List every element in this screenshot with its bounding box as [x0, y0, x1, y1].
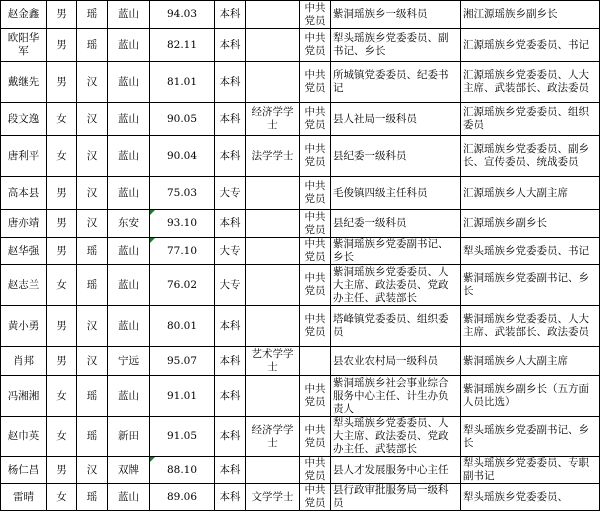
cell-hometown: 宁远 — [108, 347, 150, 376]
cell-proposed-post: 湘江源瑶族乡副乡长 — [461, 1, 600, 29]
cell-ethnicity: 瑶 — [77, 265, 108, 306]
cell-current-post: 紫洞瑶族乡党委委员、人大主席、政法委员、党政办主任、武装部长 — [331, 265, 461, 306]
cell-proposed-post: 紫洞瑶族乡人大副主席 — [461, 347, 600, 376]
table-row — [1, 29, 600, 62]
table-row — [1, 484, 600, 511]
cell-score: 91.05 — [150, 417, 215, 457]
table-row — [1, 417, 600, 457]
cell-name: 赵华强 — [1, 238, 47, 265]
cell-party-status: 中共党员 — [300, 376, 331, 417]
cell-current-post: 紫洞瑶族乡党委副书记、乡长 — [331, 238, 461, 265]
cell-gender: 男 — [47, 306, 77, 347]
table-row — [1, 347, 600, 376]
cell-degree — [246, 306, 300, 347]
cell-score: 77.10 — [150, 238, 215, 265]
cell-current-post: 毛俊镇四级主任科员 — [331, 177, 461, 210]
table-row — [1, 103, 600, 136]
cell-gender: 女 — [47, 417, 77, 457]
cell-score: 75.03 — [150, 177, 215, 210]
cell-education: 本科 — [215, 62, 246, 103]
table-row — [1, 238, 600, 265]
cell-ethnicity: 瑶 — [77, 376, 108, 417]
cell-current-post: 县纪委一级科员 — [331, 136, 461, 177]
cell-degree — [246, 238, 300, 265]
cell-education: 本科 — [215, 347, 246, 376]
table-row — [1, 306, 600, 347]
cell-gender: 女 — [47, 484, 77, 511]
cell-gender: 男 — [47, 210, 77, 238]
cell-name: 黄小勇 — [1, 306, 47, 347]
cell-education: 本科 — [215, 484, 246, 511]
cell-education: 本科 — [215, 210, 246, 238]
cell-ethnicity: 瑶 — [77, 29, 108, 62]
cell-education: 大专 — [215, 238, 246, 265]
cell-hometown: 东安 — [108, 210, 150, 238]
cell-name: 欧阳华军 — [1, 29, 47, 62]
cell-gender: 男 — [47, 29, 77, 62]
cell-hometown: 蓝山 — [108, 376, 150, 417]
cell-name: 段文逸 — [1, 103, 47, 136]
cell-score: 93.10 — [150, 210, 215, 238]
cell-ethnicity: 汉 — [77, 177, 108, 210]
cell-ethnicity: 汉 — [77, 457, 108, 484]
cell-score: 95.07 — [150, 347, 215, 376]
cell-name: 赵金鑫 — [1, 1, 47, 29]
cell-score: 88.10 — [150, 457, 215, 484]
cell-degree: 文学学士 — [246, 484, 300, 511]
cell-education: 本科 — [215, 376, 246, 417]
cell-education: 本科 — [215, 457, 246, 484]
cell-name: 冯湘湘 — [1, 376, 47, 417]
cell-score: 80.01 — [150, 306, 215, 347]
cell-proposed-post: 汇源瑶族乡党委委员、书记 — [461, 29, 600, 62]
cell-party-status: 中共党员 — [300, 265, 331, 306]
cell-party-status: 中共党员 — [300, 177, 331, 210]
cell-name: 唐利平 — [1, 136, 47, 177]
cell-hometown: 蓝山 — [108, 306, 150, 347]
cell-degree — [246, 1, 300, 29]
cell-current-post: 所城镇党委委员、纪委书记 — [331, 62, 461, 103]
cell-score: 90.04 — [150, 136, 215, 177]
cell-party-status: 中共党员 — [300, 210, 331, 238]
cell-ethnicity: 汉 — [77, 306, 108, 347]
cell-proposed-post: 犁头瑶族乡党委委员、 — [461, 484, 600, 511]
cell-name: 戴继先 — [1, 62, 47, 103]
cell-name: 杨仁昌 — [1, 457, 47, 484]
cell-degree — [246, 376, 300, 417]
cell-party-status: 中共党员 — [300, 457, 331, 484]
cell-current-post: 县人才发展服务中心主任 — [331, 457, 461, 484]
cell-current-post: 紫洞瑶族乡一级科员 — [331, 1, 461, 29]
cell-hometown: 蓝山 — [108, 1, 150, 29]
cell-degree — [246, 62, 300, 103]
cell-score: 94.03 — [150, 1, 215, 29]
table-row — [1, 62, 600, 103]
cell-party-status: 中共党员 — [300, 306, 331, 347]
table-row — [1, 136, 600, 177]
cell-gender: 男 — [47, 457, 77, 484]
cell-proposed-post: 汇源瑶族乡党委委员、副乡长、宣传委员、统战委员 — [461, 136, 600, 177]
cell-hometown: 蓝山 — [108, 177, 150, 210]
cell-party-status: 中共党员 — [300, 1, 331, 29]
cell-party-status: 中共党员 — [300, 136, 331, 177]
cell-score: 82.11 — [150, 29, 215, 62]
table-row — [1, 376, 600, 417]
cell-degree: 经济学学士 — [246, 417, 300, 457]
cell-education: 本科 — [215, 417, 246, 457]
cell-party-status: 中共党员 — [300, 417, 331, 457]
cell-name: 雷晴 — [1, 484, 47, 511]
cell-name: 赵巾英 — [1, 417, 47, 457]
table-row — [1, 265, 600, 306]
cell-proposed-post: 犁头瑶族乡党委副书记、乡长 — [461, 417, 600, 457]
cell-ethnicity: 汉 — [77, 347, 108, 376]
cell-hometown: 新田 — [108, 417, 150, 457]
cell-hometown: 蓝山 — [108, 103, 150, 136]
cell-gender: 男 — [47, 347, 77, 376]
cell-current-post: 县行政审批服务局一级科员 — [331, 484, 461, 511]
cell-ethnicity: 瑶 — [77, 238, 108, 265]
cell-ethnicity: 瑶 — [77, 1, 108, 29]
cell-score: 91.01 — [150, 376, 215, 417]
cell-current-post: 塔峰镇党委委员、组织委员 — [331, 306, 461, 347]
cell-proposed-post: 汇源瑶族乡党委委员、组织委员 — [461, 103, 600, 136]
cell-score: 76.02 — [150, 265, 215, 306]
cell-hometown: 蓝山 — [108, 29, 150, 62]
cell-party-status: 中共党员 — [300, 484, 331, 511]
table-row — [1, 210, 600, 238]
cell-ethnicity: 汉 — [77, 103, 108, 136]
cell-name: 赵志兰 — [1, 265, 47, 306]
cell-gender: 女 — [47, 376, 77, 417]
table-row — [1, 457, 600, 484]
cell-current-post: 县纪委一级科员 — [331, 210, 461, 238]
cell-name: 唐亦靖 — [1, 210, 47, 238]
cell-proposed-post: 紫洞瑶族乡副乡长（五方面人员比选） — [461, 376, 600, 417]
cell-degree: 法学学士 — [246, 136, 300, 177]
cell-gender: 女 — [47, 265, 77, 306]
cell-hometown: 双牌 — [108, 457, 150, 484]
cell-proposed-post: 汇源瑶族乡党委委员、人大主席、武装部长、政法委员 — [461, 62, 600, 103]
cell-gender: 女 — [47, 136, 77, 177]
cell-party-status — [300, 347, 331, 376]
cell-degree — [246, 177, 300, 210]
cell-gender: 男 — [47, 177, 77, 210]
cell-current-post: 犁头瑶族乡党委委员、人大主席、政法委员、党政办主任、武装部长 — [331, 417, 461, 457]
cell-current-post: 县农业农村局一级科员 — [331, 347, 461, 376]
cell-ethnicity: 瑶 — [77, 484, 108, 511]
cell-party-status: 中共党员 — [300, 29, 331, 62]
cell-ethnicity: 汉 — [77, 62, 108, 103]
cell-name: 高本县 — [1, 177, 47, 210]
cell-score: 81.01 — [150, 62, 215, 103]
cell-party-status: 中共党员 — [300, 103, 331, 136]
cell-proposed-post: 汇源瑶族乡人大副主席 — [461, 177, 600, 210]
cell-current-post: 犁头瑶族乡党委委员、副书记、乡长 — [331, 29, 461, 62]
cell-degree — [246, 210, 300, 238]
cell-party-status: 中共党员 — [300, 238, 331, 265]
cell-gender: 女 — [47, 103, 77, 136]
cell-education: 本科 — [215, 1, 246, 29]
cell-hometown: 蓝山 — [108, 62, 150, 103]
cell-degree — [246, 457, 300, 484]
cell-hometown: 蓝山 — [108, 238, 150, 265]
cell-gender: 男 — [47, 62, 77, 103]
cell-current-post: 县人社局一级科员 — [331, 103, 461, 136]
cell-score: 89.06 — [150, 484, 215, 511]
cell-proposed-post: 汇源瑶族乡副乡长 — [461, 210, 600, 238]
cell-education: 大专 — [215, 177, 246, 210]
cell-education: 本科 — [215, 136, 246, 177]
cell-degree: 艺术学学士 — [246, 347, 300, 376]
cell-proposed-post: 犁头瑶族乡党委委员、专职副书记 — [461, 457, 600, 484]
cell-hometown: 蓝山 — [108, 136, 150, 177]
cell-degree: 经济学学士 — [246, 103, 300, 136]
cell-education: 本科 — [215, 103, 246, 136]
table-row — [1, 1, 600, 29]
cell-ethnicity: 汉 — [77, 210, 108, 238]
cell-name: 肖邦 — [1, 347, 47, 376]
table-row — [1, 177, 600, 210]
cell-party-status: 中共党员 — [300, 62, 331, 103]
cell-hometown: 蓝山 — [108, 265, 150, 306]
cell-proposed-post: 紫洞瑶族乡党委副书记、乡长 — [461, 265, 600, 306]
cell-proposed-post: 犁头瑶族乡党委委员、书记 — [461, 238, 600, 265]
cell-education: 本科 — [215, 29, 246, 62]
cell-education: 大专 — [215, 265, 246, 306]
cell-education: 本科 — [215, 306, 246, 347]
cell-current-post: 紫洞瑶族乡社会事业综合服务中心主任、计生办负责人 — [331, 376, 461, 417]
cell-ethnicity: 瑶 — [77, 417, 108, 457]
cell-gender: 男 — [47, 1, 77, 29]
cell-gender: 男 — [47, 238, 77, 265]
cell-ethnicity: 汉 — [77, 136, 108, 177]
cell-degree — [246, 29, 300, 62]
cell-proposed-post: 紫洞瑶族乡党委委员、人大主席、武装部长、政法委员 — [461, 306, 600, 347]
cell-hometown: 蓝山 — [108, 484, 150, 511]
cell-score: 90.05 — [150, 103, 215, 136]
cell-degree — [246, 265, 300, 306]
